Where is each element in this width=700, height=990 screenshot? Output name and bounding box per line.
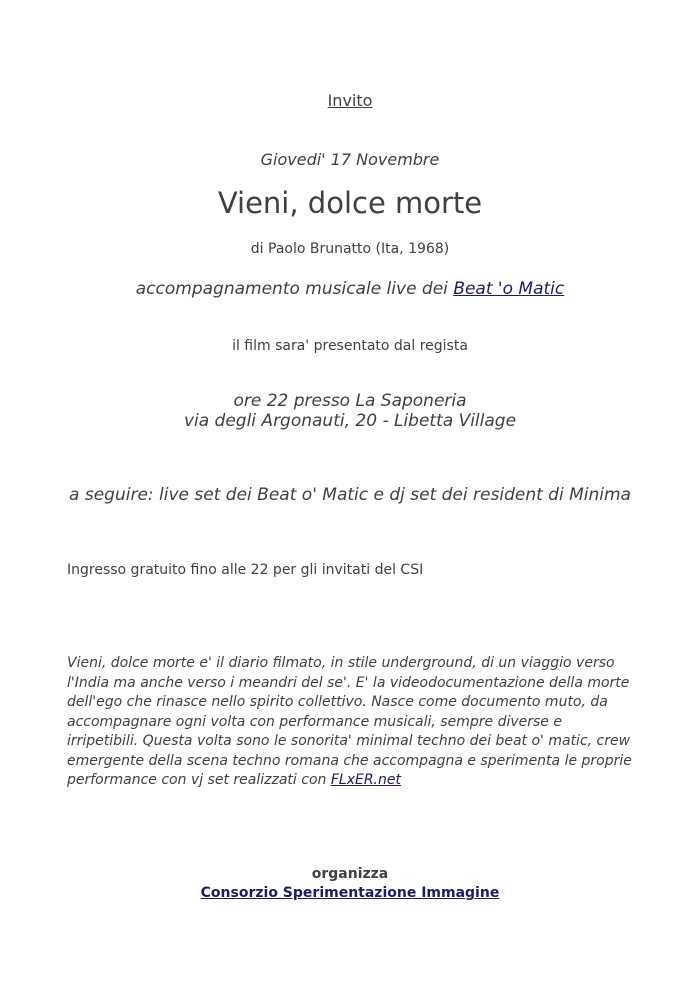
presented-note: il film sara' presentato dal regista [232, 338, 468, 354]
venue-info [0, 391, 700, 431]
organizer-label: organizza [311, 866, 389, 882]
music-accompaniment [0, 279, 700, 299]
invite-heading: Invito [327, 91, 373, 110]
flxer-link[interactable]: FLxER.net [330, 772, 401, 788]
film-title: Vieni, dolce morte [217, 186, 483, 220]
organizer [0, 885, 700, 901]
entry-info: Ingresso gratuito fino alle 22 per gli invitati del CSI [67, 562, 424, 578]
after-event: a seguire: live set dei Beat o' Matic e dj set dei resident di Minima [69, 485, 631, 505]
film-author: di Paolo Brunatto (Ita, 1968) [250, 241, 450, 257]
description-text: Vieni, dolce morte e' il diario filmato, in stile underground, di un viaggio verso l'India ma anche verso i meandri del se'. E' la videodocumentazione della morte dell'ego che rinasce nello spirito collettivo. Nasce come documento muto, da accompagnare ogni volta con performance musicali, sempre diverse e irripetibili. Questa volta sono le sonorita' minimal techno dei beat o' matic, crew emergente della scena techno romana che accompagna e sperimenta le proprie performance con vj set realizzati con [67, 655, 632, 788]
venue-address: via degli Argonauti, 20 - Libetta Village [183, 411, 517, 431]
venue-time-place: ore 22 presso La Saponeria [233, 391, 467, 411]
event-date: Giovedi' 17 Novembre [260, 150, 440, 169]
music-prefix: accompagnamento musicale live dei [135, 279, 454, 299]
beat-o-matic-link[interactable]: Beat 'o Matic [453, 279, 565, 299]
film-description [67, 654, 637, 791]
organizer-link[interactable]: Consorzio Sperimentazione Immagine [200, 885, 500, 901]
